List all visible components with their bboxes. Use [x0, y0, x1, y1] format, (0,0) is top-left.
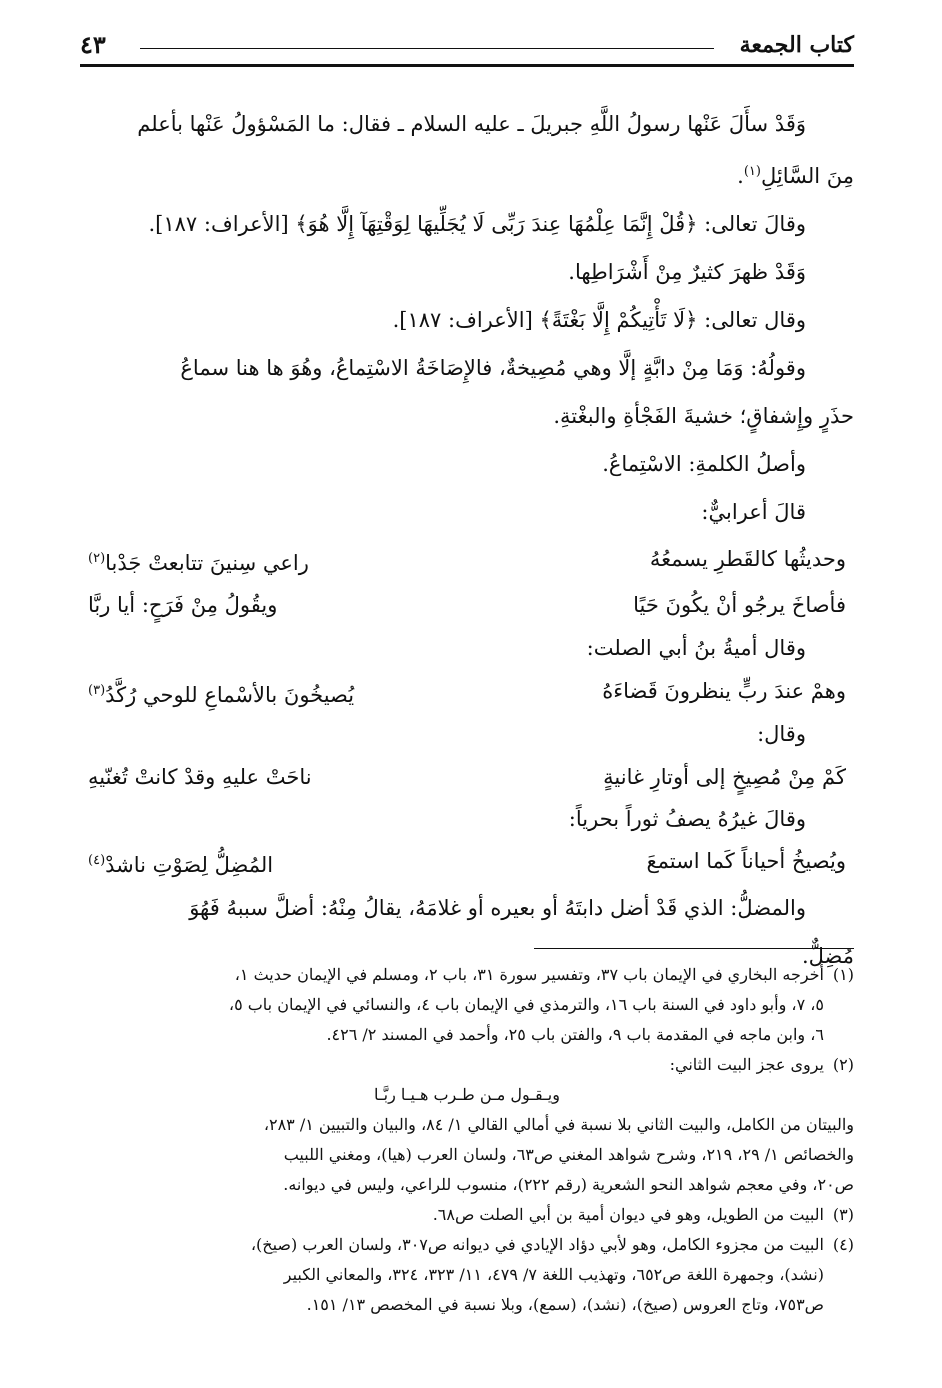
paragraph-4: وقال تعالى: ﴿لَا تَأْتِيكُمْ إِلَّا بَغْتَةً﴾ [الأعراف: ١٨٧]. — [392, 308, 806, 332]
verse-3-second-hemistich — [80, 668, 467, 714]
footnote-4 — [80, 1230, 854, 1260]
footnote-separator — [534, 948, 854, 949]
footnote-2 — [80, 1050, 854, 1080]
footnote-1 — [80, 960, 854, 990]
paragraph-10: وقالَ غيرُهُ يصفُ ثوراً بحرياً: — [568, 807, 806, 831]
paragraph-3: وَقَدْ ظهرَ كثيرٌ مِنْ أَشْرَاطِها. — [568, 260, 806, 284]
verse-3-second-text: يُصيخُونَ بالأسْماعِ للوحي رُكَّدُ — [105, 683, 355, 707]
paragraph-8: وقال أميةُ بنُ أبي الصلت: — [586, 636, 806, 660]
footnote-4-line-2: (نشد)، وجمهرة اللغة ص٦٥٢، وتهذيب اللغة ٧/ ٤٧٩، ١١/ ٣٢٣، ٣٢٤، والمعاني الكبير — [283, 1265, 824, 1284]
main-text — [80, 100, 854, 980]
verse-3-first-hemistich: وهمْ عندَ ربٍّ ينظرونَ قَضاءَهُ — [602, 679, 846, 703]
footnote-2-verse: ويـقـول مـن طـرب هـيـا ربَّـا — [374, 1085, 560, 1104]
page-header — [80, 20, 854, 66]
verse-2-second-hemistich: ويقُولُ مِنْ فَرَحٍ: أيا ربَّا — [88, 593, 278, 617]
paragraph-2: وقالَ تعالى: ﴿قُلْ إِنَّمَا عِلْمُهَا عِندَ رَبِّى لَا يُجَلِّيهَا لِوَقْتِهَآ إِلَّا هُوَ﴾ [الأعراف: ١٨٧]. — [148, 212, 806, 236]
footnote-ref-3: (٣) — [88, 683, 106, 698]
footnote-4-line-3: ص٧٥٣، وتاج العروس (صيخ)، (نشد)، (سمع)، وبلا نسبة في المخصص ١٣/ ١٥١. — [306, 1295, 824, 1314]
footnote-2-line-3: والخصائص ١/ ٢٩، ٢١٩، وشرح شواهد المغني ص٦٣، ولسان العرب (هيا)، ومغني اللبيب — [283, 1145, 854, 1164]
verse-5-first-hemistich: ويُصيخُ أحياناً كَما استمعَ — [646, 849, 846, 873]
page-number: ٤٣ — [80, 30, 106, 59]
footnote-1-line-3: ٦، وابن ماجه في المقدمة باب ٩، والفتن باب ٢٥، وأحمد في المسند ٢/ ٤٢٦. — [326, 1025, 824, 1044]
footnote-3-number: (٣) — [832, 1205, 854, 1224]
footnotes — [80, 960, 854, 1320]
paragraph-7: قالَ أعرابيٌّ: — [701, 500, 806, 524]
paragraph-5: وقولُهُ: وَمَا مِنْ دابَّةٍ إلَّا وهي مُصِيخةٌ، فالإِصَاخَةُ الاسْتِماعُ، وهُوَ ها هنا سماعُ — [180, 356, 806, 380]
period: . — [737, 164, 744, 188]
footnote-1-number: (١) — [832, 965, 854, 984]
verse-2-first-hemistich: فأصاخَ يرجُو أنْ يكُونَ حَيًا — [633, 593, 846, 617]
header-thick-rule — [80, 64, 854, 67]
verse-5 — [80, 838, 854, 884]
paragraph-11-cont: مُضِلٌّ. — [801, 944, 854, 968]
verse-1 — [80, 536, 854, 582]
verse-4-second-hemistich: ناحَتْ عليهِ وقدْ كانتْ تُغنّيهِ — [88, 765, 312, 789]
footnote-2-line-2: والبيتان من الكامل، والبيت الثاني بلا نسبة في أمالي القالي ١/ ٨٤، والبيان والتبيين ١/ ٢٨٣، — [263, 1115, 854, 1134]
footnote-1-line-1: أخرجه البخاري في الإيمان باب ٣٧، وتفسير سورة ٣١، باب ٢، ومسلم في الإيمان حديث ١، — [234, 965, 824, 984]
footnote-4-number: (٤) — [832, 1235, 854, 1254]
paragraph-11: والمضلُّ: الذي قَدْ أضل دابتَهُ أو بعيره أو غلامَهُ، يقالُ مِنْهُ: أضلَّ سببهُ فَهُوَ — [189, 896, 806, 920]
footnote-1-line-2: ٥، ٧، وأبو داود في السنة باب ١٦، والترمذي في الإيمان باب ٤، والنسائي في الإيمان باب ٥، — [228, 995, 824, 1014]
verse-1-second-hemistich — [80, 536, 467, 582]
verse-4-first-hemistich: كَمْ مِنْ مُصِيخٍ إلى أوتارِ غانيةٍ — [603, 765, 846, 789]
header-thin-rule — [140, 48, 714, 49]
verse-1-second-text: راعي سِنينَ تتابعتْ جَدْبا — [105, 551, 309, 575]
paragraph-1-cont — [80, 148, 854, 200]
footnote-3-line-1: البيت من الطويل، وهو في ديوان أمية بن أبي الصلت ص٦٨. — [432, 1205, 824, 1224]
paragraph-6: وأصلُ الكلمةِ: الاسْتِماعُ. — [602, 452, 806, 476]
paragraph-9: وقال: — [757, 722, 806, 746]
paragraph-1: وَقَدْ سأَلَ عَنْها رسولُ اللَّهِ جبريلَ ـ عليه السلام ـ فقال: ما المَسْؤولُ عَنْها بأعلم — [137, 112, 806, 136]
footnote-ref-4: (٤) — [88, 853, 106, 868]
footnote-ref-1: (١) — [743, 164, 761, 179]
verse-1-first-hemistich: وحديثُها كالقَطرِ يسمعُهُ — [649, 547, 846, 571]
verse-2 — [80, 582, 854, 628]
footnote-2-line-4: ص٢٠، وفي معجم شواهد النحو الشعرية (رقم ٢٢٢)، منسوب للراعي، وليس في ديوانه. — [283, 1175, 854, 1194]
footnote-ref-2: (٢) — [88, 551, 106, 566]
footnote-2-line-1: يروى عجز البيت الثاني: — [669, 1055, 824, 1074]
paragraph-5-cont: حذَرٍ وإِشفاقٍ؛ خشيةَ الفَجْأةِ والبغْتةِ. — [553, 404, 854, 428]
verse-4 — [80, 754, 854, 800]
footnote-4-line-1: البيت من مجزوء الكامل، وهو لأبي دؤاد الإيادي في ديوانه ص٣٠٧، ولسان العرب (صيخ)، — [250, 1235, 824, 1254]
verse-5-second-hemistich — [80, 838, 467, 884]
paragraph-1-cont-text: مِنَ السَّائِلِ — [760, 164, 854, 188]
verse-5-second-text: المُضِلُّ لِصَوْتِ ناشدْ — [105, 853, 274, 877]
footnote-3 — [80, 1200, 854, 1230]
running-title: كتاب الجمعة — [739, 32, 854, 58]
footnote-2-number: (٢) — [832, 1055, 854, 1074]
verse-3 — [80, 668, 854, 714]
